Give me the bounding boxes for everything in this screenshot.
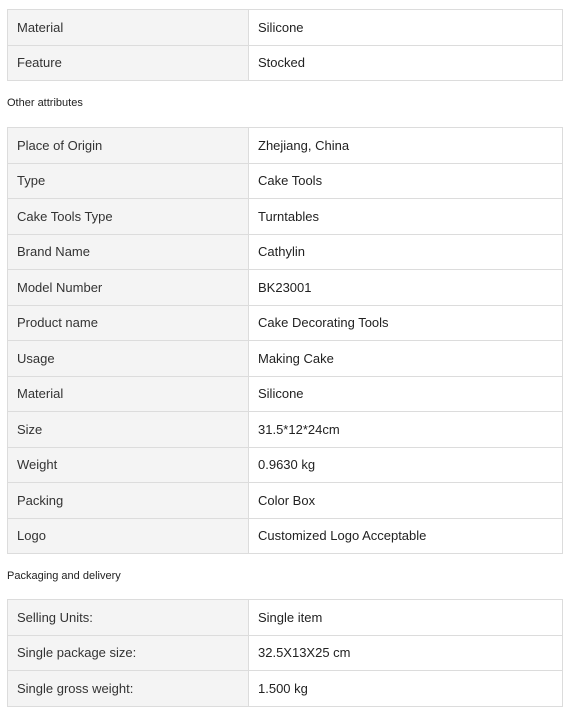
attribute-name: Packing <box>8 483 249 519</box>
attribute-value: Stocked <box>249 45 563 81</box>
attribute-value: Cathylin <box>249 234 563 270</box>
attribute-name: Size <box>8 412 249 448</box>
attribute-name: Cake Tools Type <box>8 199 249 235</box>
attribute-value: Zhejiang, China <box>249 128 563 164</box>
attribute-value: Silicone <box>249 10 563 46</box>
attribute-name: Feature <box>8 45 249 81</box>
table-row <box>8 234 563 270</box>
attribute-name: Single package size: <box>8 635 249 671</box>
attribute-value: 31.5*12*24cm <box>249 412 563 448</box>
table-row <box>8 128 563 164</box>
attribute-name: Logo <box>8 518 249 554</box>
table-row <box>8 447 563 483</box>
attribute-value: 32.5X13X25 cm <box>249 635 563 671</box>
other-attributes-table <box>7 127 563 554</box>
attribute-name: Material <box>8 10 249 46</box>
attribute-name: Single gross weight: <box>8 671 249 707</box>
table-row <box>8 376 563 412</box>
table-row <box>8 635 563 671</box>
attribute-name: Brand Name <box>8 234 249 270</box>
table-row <box>8 10 563 46</box>
attribute-name: Product name <box>8 305 249 341</box>
attribute-name: Model Number <box>8 270 249 306</box>
table-row <box>8 305 563 341</box>
attribute-name: Type <box>8 163 249 199</box>
attribute-value: Color Box <box>249 483 563 519</box>
table-row <box>8 199 563 235</box>
attribute-value: Cake Decorating Tools <box>249 305 563 341</box>
attribute-name: Place of Origin <box>8 128 249 164</box>
table-row <box>8 518 563 554</box>
attribute-value: Cake Tools <box>249 163 563 199</box>
table-row <box>8 412 563 448</box>
packaging-delivery-table <box>7 599 563 707</box>
attribute-name: Weight <box>8 447 249 483</box>
table-row <box>8 45 563 81</box>
attribute-name: Usage <box>8 341 249 377</box>
attribute-value: Making Cake <box>249 341 563 377</box>
packaging-delivery-title: Packaging and delivery <box>7 570 121 582</box>
table-row <box>8 341 563 377</box>
table-row <box>8 163 563 199</box>
attribute-name: Material <box>8 376 249 412</box>
attribute-name: Selling Units: <box>8 600 249 636</box>
table-row <box>8 483 563 519</box>
table-row <box>8 270 563 306</box>
attribute-value: Turntables <box>249 199 563 235</box>
attribute-value: BK23001 <box>249 270 563 306</box>
attribute-value: Silicone <box>249 376 563 412</box>
attribute-value: 0.9630 kg <box>249 447 563 483</box>
attribute-value: 1.500 kg <box>249 671 563 707</box>
attribute-value: Single item <box>249 600 563 636</box>
attribute-value: Customized Logo Acceptable <box>249 518 563 554</box>
other-attributes-title: Other attributes <box>7 97 83 109</box>
table-row <box>8 600 563 636</box>
top-attributes-table <box>7 9 563 81</box>
table-row <box>8 671 563 707</box>
